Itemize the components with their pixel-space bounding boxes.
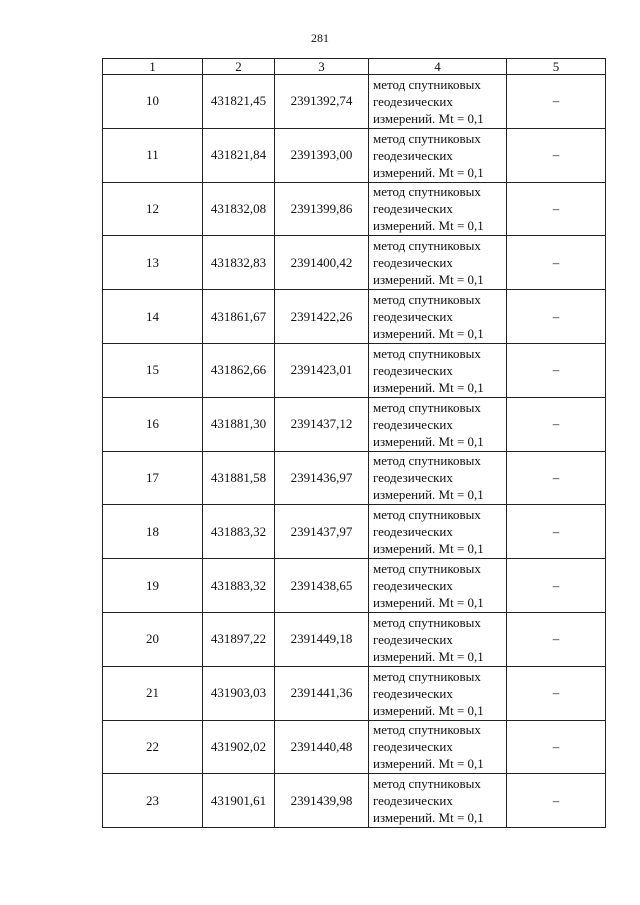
table-row: [103, 451, 606, 505]
method-line: метод спутниковых: [373, 292, 481, 308]
point-number-cell: 22: [103, 720, 203, 774]
y-coordinate-cell: 2391441,36: [275, 666, 369, 720]
y-coordinate-cell: 2391400,42: [275, 236, 369, 290]
note-cell: –: [507, 236, 606, 290]
method-line: метод спутниковых: [373, 561, 481, 577]
x-coordinate-cell: 431883,32: [203, 559, 275, 613]
point-number-cell: 16: [103, 397, 203, 451]
table-row: [103, 720, 606, 774]
method-line: измерений. Mt = 0,1: [373, 164, 484, 180]
method-line: измерений. Mt = 0,1: [373, 272, 484, 288]
note-cell: –: [507, 397, 606, 451]
method-line: измерений. Mt = 0,1: [373, 702, 484, 718]
method-line: геодезических: [373, 470, 453, 486]
method-line: геодезических: [373, 255, 453, 271]
point-number-cell: 23: [103, 774, 203, 828]
x-coordinate-cell: 431903,03: [203, 666, 275, 720]
note-cell: –: [507, 451, 606, 505]
method-line: измерений. Mt = 0,1: [373, 595, 484, 611]
method-line: метод спутниковых: [373, 776, 481, 792]
table-row: [103, 397, 606, 451]
x-coordinate-cell: 431821,45: [203, 75, 275, 129]
x-coordinate-cell: 431862,66: [203, 343, 275, 397]
point-number-cell: 10: [103, 75, 203, 129]
header-row: [103, 59, 606, 75]
y-coordinate-cell: 2391423,01: [275, 343, 369, 397]
table-row: [103, 182, 606, 236]
method-cell: [369, 451, 507, 505]
method-line: геодезических: [373, 309, 453, 325]
y-coordinate-cell: 2391438,65: [275, 559, 369, 613]
method-line: метод спутниковых: [373, 614, 481, 630]
point-number-cell: 17: [103, 451, 203, 505]
y-coordinate-cell: 2391393,00: [275, 128, 369, 182]
method-line: геодезических: [373, 524, 453, 540]
page-number: 281: [311, 31, 329, 45]
x-coordinate-cell: 431832,08: [203, 182, 275, 236]
method-line: геодезических: [373, 739, 453, 755]
x-coordinate-cell: 431832,83: [203, 236, 275, 290]
column-header-4: 4: [369, 59, 507, 75]
method-line: метод спутниковых: [373, 399, 481, 415]
table-row: [103, 128, 606, 182]
note-cell: –: [507, 290, 606, 344]
table-row: [103, 774, 606, 828]
method-line: геодезических: [373, 631, 453, 647]
method-cell: [369, 290, 507, 344]
method-line: метод спутниковых: [373, 130, 481, 146]
method-line: геодезических: [373, 578, 453, 594]
method-line: метод спутниковых: [373, 722, 481, 738]
method-cell: [369, 774, 507, 828]
x-coordinate-cell: 431883,32: [203, 505, 275, 559]
method-line: геодезических: [373, 416, 453, 432]
method-line: геодезических: [373, 685, 453, 701]
x-coordinate-cell: 431901,61: [203, 774, 275, 828]
method-line: измерений. Mt = 0,1: [373, 379, 484, 395]
note-cell: –: [507, 720, 606, 774]
y-coordinate-cell: 2391437,12: [275, 397, 369, 451]
method-line: метод спутниковых: [373, 76, 481, 92]
x-coordinate-cell: 431881,30: [203, 397, 275, 451]
y-coordinate-cell: 2391449,18: [275, 612, 369, 666]
method-line: измерений. Mt = 0,1: [373, 487, 484, 503]
point-number-cell: 20: [103, 612, 203, 666]
note-cell: –: [507, 75, 606, 129]
note-cell: –: [507, 612, 606, 666]
column-header-3: 3: [275, 59, 369, 75]
note-cell: –: [507, 559, 606, 613]
method-cell: [369, 612, 507, 666]
method-line: измерений. Mt = 0,1: [373, 110, 484, 126]
method-line: метод спутниковых: [373, 668, 481, 684]
x-coordinate-cell: 431897,22: [203, 612, 275, 666]
note-cell: –: [507, 182, 606, 236]
method-line: измерений. Mt = 0,1: [373, 648, 484, 664]
column-header-5: 5: [507, 59, 606, 75]
point-number-cell: 21: [103, 666, 203, 720]
y-coordinate-cell: 2391422,26: [275, 290, 369, 344]
method-line: геодезических: [373, 147, 453, 163]
y-coordinate-cell: 2391436,97: [275, 451, 369, 505]
method-line: геодезических: [373, 201, 453, 217]
table-row: [103, 612, 606, 666]
method-cell: [369, 505, 507, 559]
table-row: [103, 290, 606, 344]
method-line: измерений. Mt = 0,1: [373, 326, 484, 342]
method-line: измерений. Mt = 0,1: [373, 810, 484, 826]
point-number-cell: 11: [103, 128, 203, 182]
method-line: метод спутниковых: [373, 238, 481, 254]
x-coordinate-cell: 431881,58: [203, 451, 275, 505]
y-coordinate-cell: 2391440,48: [275, 720, 369, 774]
point-number-cell: 12: [103, 182, 203, 236]
table-row: [103, 236, 606, 290]
method-line: измерений. Mt = 0,1: [373, 218, 484, 234]
table-row: [103, 343, 606, 397]
method-line: метод спутниковых: [373, 453, 481, 469]
x-coordinate-cell: 431821,84: [203, 128, 275, 182]
note-cell: –: [507, 505, 606, 559]
x-coordinate-cell: 431861,67: [203, 290, 275, 344]
table-header: [103, 59, 606, 75]
table-row: [103, 75, 606, 129]
y-coordinate-cell: 2391399,86: [275, 182, 369, 236]
point-number-cell: 19: [103, 559, 203, 613]
column-header-2: 2: [203, 59, 275, 75]
y-coordinate-cell: 2391439,98: [275, 774, 369, 828]
note-cell: –: [507, 128, 606, 182]
table-row: [103, 505, 606, 559]
method-cell: [369, 397, 507, 451]
method-cell: [369, 236, 507, 290]
table-row: [103, 666, 606, 720]
table-body: [103, 75, 606, 828]
method-line: метод спутниковых: [373, 184, 481, 200]
column-header-1: 1: [103, 59, 203, 75]
method-cell: [369, 666, 507, 720]
method-line: измерений. Mt = 0,1: [373, 756, 484, 772]
point-number-cell: 14: [103, 290, 203, 344]
point-number-cell: 15: [103, 343, 203, 397]
method-cell: [369, 75, 507, 129]
method-line: метод спутниковых: [373, 345, 481, 361]
table-row: [103, 559, 606, 613]
method-line: геодезических: [373, 93, 453, 109]
method-line: измерений. Mt = 0,1: [373, 433, 484, 449]
y-coordinate-cell: 2391437,97: [275, 505, 369, 559]
method-line: метод спутниковых: [373, 507, 481, 523]
point-number-cell: 13: [103, 236, 203, 290]
method-line: геодезических: [373, 362, 453, 378]
method-cell: [369, 182, 507, 236]
note-cell: –: [507, 774, 606, 828]
x-coordinate-cell: 431902,02: [203, 720, 275, 774]
point-number-cell: 18: [103, 505, 203, 559]
method-cell: [369, 128, 507, 182]
y-coordinate-cell: 2391392,74: [275, 75, 369, 129]
note-cell: –: [507, 343, 606, 397]
method-cell: [369, 343, 507, 397]
method-cell: [369, 559, 507, 613]
method-line: геодезических: [373, 793, 453, 809]
note-cell: –: [507, 666, 606, 720]
method-line: измерений. Mt = 0,1: [373, 541, 484, 557]
method-cell: [369, 720, 507, 774]
coordinates-table: [102, 58, 606, 828]
